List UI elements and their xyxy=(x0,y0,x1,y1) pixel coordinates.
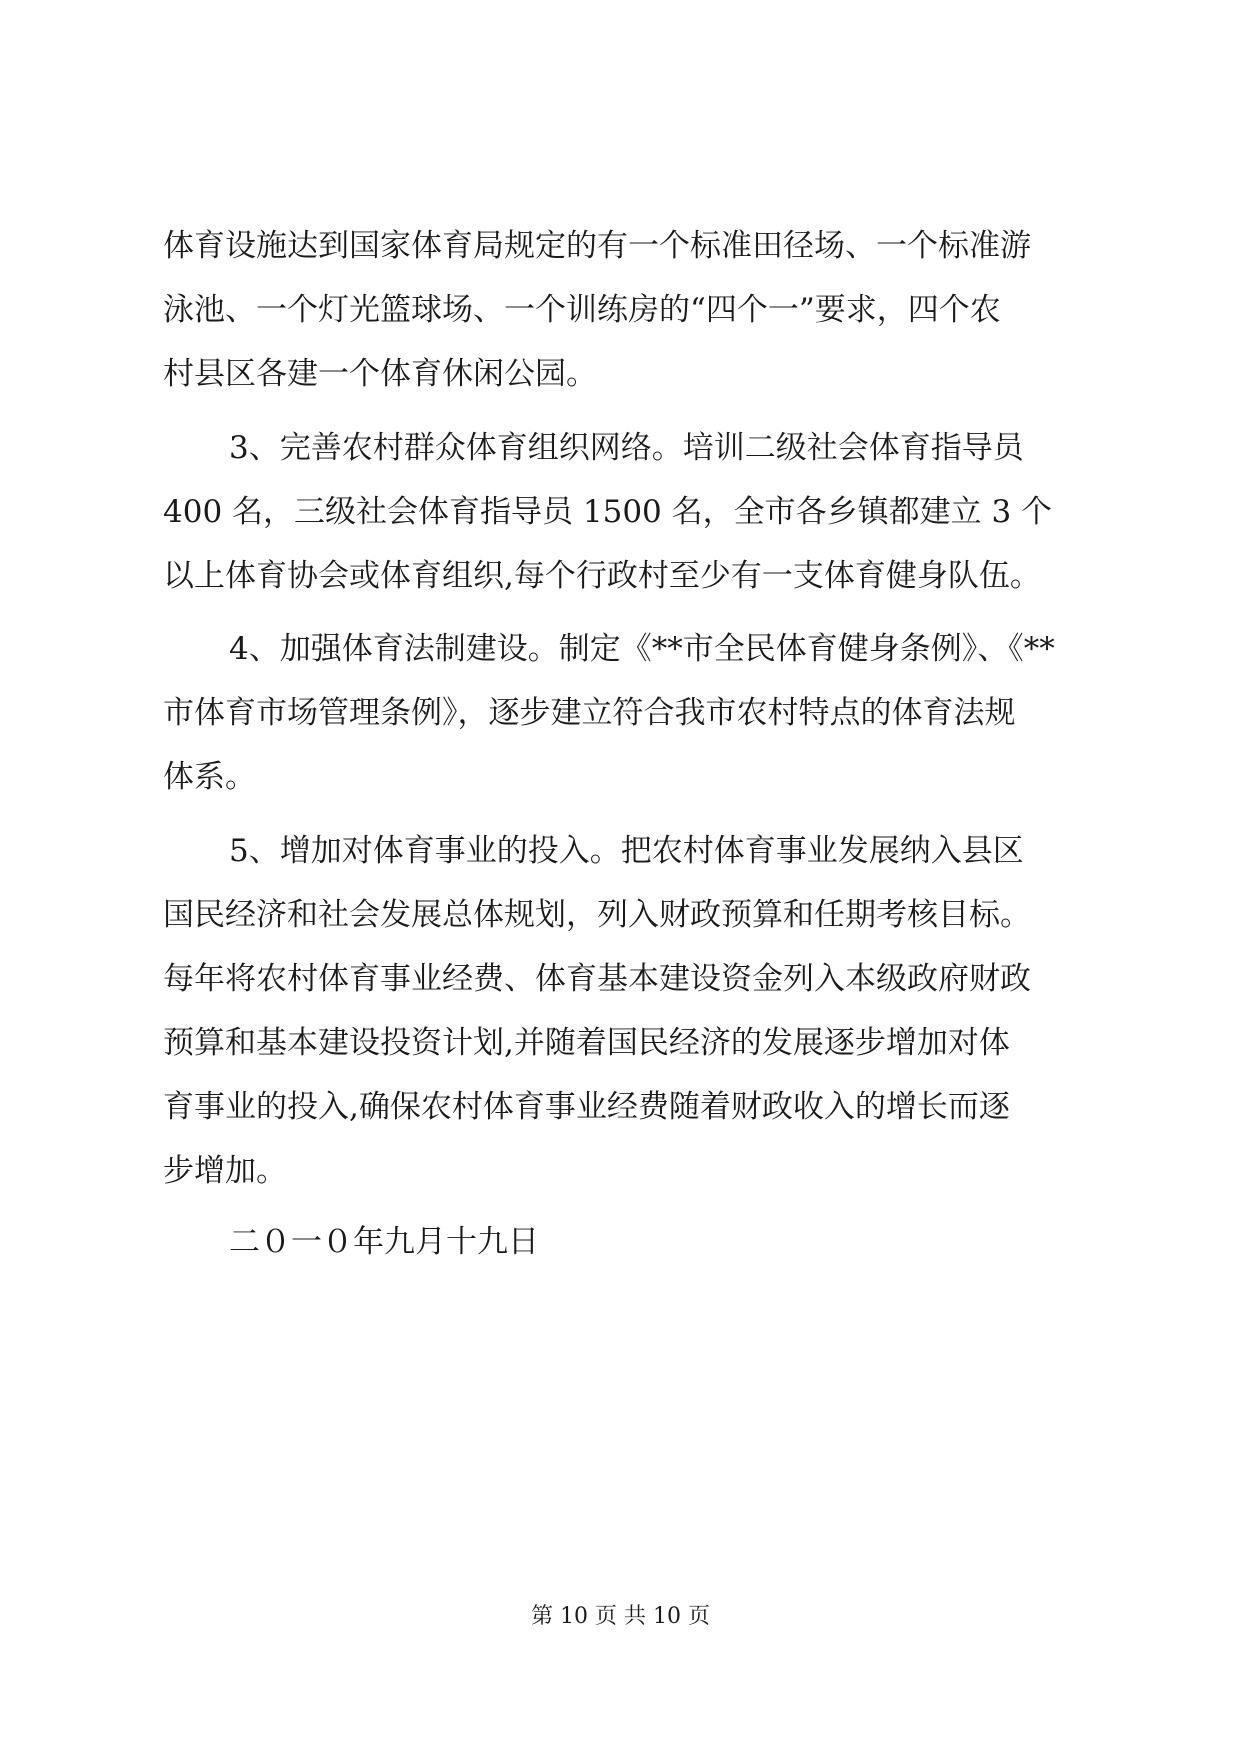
paragraph-line: 国民经济和社会发展总体规划，列入财政预算和任期考核目标。 xyxy=(163,897,1031,933)
paragraph-line: 市体育市场管理条例》，逐步建立符合我市农村特点的体育法规 xyxy=(163,695,1016,731)
paragraph-line: 每年将农村体育事业经费、体育基本建设资金列入本级政府财政 xyxy=(163,961,1031,997)
paragraph-line: 体育设施达到国家体育局规定的有一个标准田径场、一个标准游 xyxy=(163,228,1031,264)
paragraph-line: 步增加。 xyxy=(163,1153,287,1189)
paragraph-line: 5、增加对体育事业的投入。把农村体育事业发展纳入县区 xyxy=(229,833,1024,869)
page-number-footer: 第 10 页 共 10 页 xyxy=(531,1604,710,1629)
paragraph-line: 400 名，三级社会体育指导员 1500 名，全市各乡镇都建立 3 个 xyxy=(163,494,1053,530)
paragraph-line: 4、加强体育法制建设。制定《**市全民体育健身条例》、《** xyxy=(229,631,1055,667)
paragraph-line: 以上体育协会或体育组织,每个行政村至少有一支体育健身队伍。 xyxy=(163,558,1041,594)
paragraph-line: 育事业的投入,确保农村体育事业经费随着财政收入的增长而逐 xyxy=(163,1089,1010,1125)
paragraph-line: 预算和基本建设投资计划,并随着国民经济的发展逐步增加对体 xyxy=(163,1025,1010,1061)
paragraph-line: 3、完善农村群众体育组织网络。培训二级社会体育指导员 xyxy=(229,430,1024,466)
document-date: 二０一０年九月十九日 xyxy=(229,1224,539,1260)
paragraph-line: 体系。 xyxy=(163,759,256,795)
paragraph-line: 村县区各建一个体育休闲公园。 xyxy=(163,356,597,392)
paragraph-line: 泳池、一个灯光篮球场、一个训练房的“四个一”要求，四个农 xyxy=(163,292,1001,328)
